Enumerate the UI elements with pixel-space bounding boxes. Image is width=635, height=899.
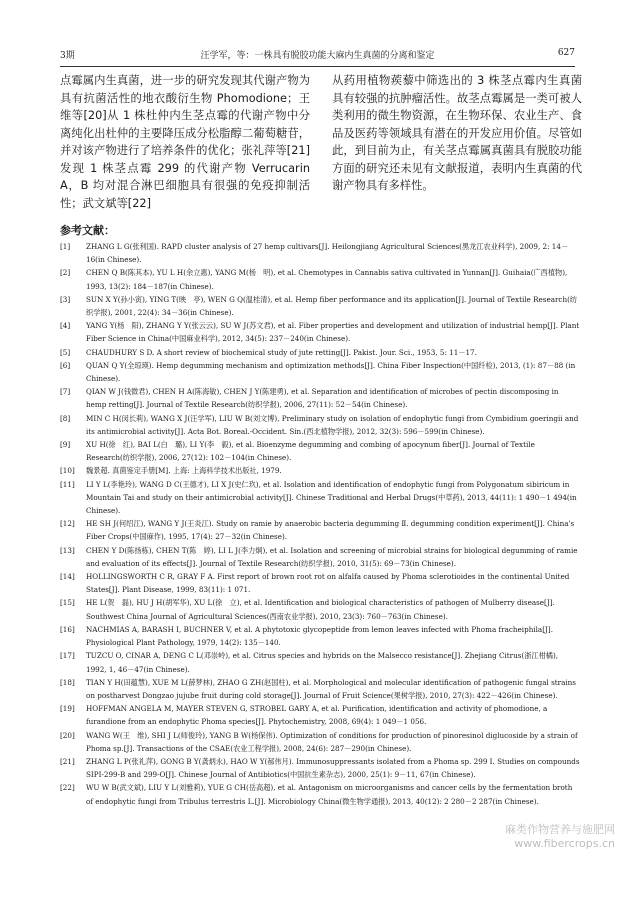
reference-item	[60, 623, 580, 649]
reference-text: 魏景超. 真菌鉴定手册[M]. 上海: 上海科学技术出版社, 1979.	[86, 466, 282, 476]
reference-item	[60, 464, 580, 477]
reference-text: NACHMIAS A, BARASH I, BUCHNER V, et al. A phytotoxic glycopeptide from lemon leaves infected with Phoma fracheiphila[J]. Physiological Plant Pathology, 1979, 14(2): 135－140.	[86, 624, 553, 648]
reference-item	[60, 596, 580, 622]
reference-item	[60, 781, 580, 807]
reference-number: [4]	[60, 321, 71, 331]
reference-number: [1]	[60, 242, 71, 251]
reference-item	[60, 438, 580, 464]
watermark-line1: 麻类作物营养与施肥网	[505, 823, 615, 836]
reference-item	[60, 478, 580, 518]
reference-number: [17]	[60, 651, 75, 661]
reference-item	[60, 385, 580, 411]
reference-number: [7]	[60, 387, 71, 397]
running-header	[60, 48, 575, 64]
reference-number: [5]	[60, 347, 71, 357]
reference-text: XU H(徐 红), BAI L(白 璐), LI Y(李 毅), et al. Bioenzyme degumming and combing of apocynum fiber[J]. Journal of Textile Research(纺织学报), 2006, 27(12): 102－104(in Chinese).	[86, 440, 535, 463]
reference-item	[60, 755, 580, 781]
reference-item	[60, 544, 580, 570]
reference-number: [22]	[60, 783, 75, 793]
watermark	[505, 823, 615, 851]
running-title: 汪学军，等：一株具有脱胶功能大麻内生真菌的分离和鉴定	[200, 51, 435, 61]
reference-text: HE L(贺 磊), HU J H(胡军华), XU L(徐 立), et al. Identification and biological characteristics of pathogen of Mulberry disease[J]. Southwest China Journal of Agricultural Sciences(西南农业学报), 2010, 23(3): 760－763(in Chinese).	[86, 598, 555, 621]
reference-text: ZHANG L G(张利国). RAPD cluster analysis of 27 hemp cultivars[J]. Heilongjiang Agricultural Sciences(黑龙江农业科学), 2009, 2: 14－16(in Chinese).	[86, 242, 569, 265]
reference-text: MIN C H(闵长莉), WANG X J(汪学军), LIU W B(刘文博), Preliminary study on isolation of endophytic fungi from Cymbidium goeringii and its antimicrobial activity[J]. Acta Bot. Boreal.-Occident. Sin.(西北植物学报), 2012, 32(3): 596－599(in Chinese).	[86, 413, 579, 436]
reference-item	[60, 359, 580, 385]
reference-number: [12]	[60, 519, 75, 529]
body-column-left: 点霉属内生真菌，进一步的研究发现其代谢产物为具有抗菌活性的地衣酸衍生物 Phomodione；王维等[20]从 1 株杜仲内生茎点霉的代谢产物中分离纯化出杜仲的主要降压成分松脂醇二葡萄糖苷，并对该产物进行了培养条件的优化；张礼萍等[21]发现 1 株茎点霉 299 的代谢产物 Verrucarin A，B 均对混合淋巴细胞具有很强的免疫抑制活性；武文斌等[22]	[60, 74, 310, 210]
reference-number: [16]	[60, 624, 75, 634]
reference-number: [21]	[60, 756, 75, 766]
page-number: 627	[557, 48, 575, 58]
reference-text: YANG Y(杨 阳), ZHANG Y Y(张云云), SU W J(苏文君), et al. Fiber properties and development and utilization of industrial hemp[J]. Plant Fiber Science in China(中国麻业科学), 2012, 34(5): 237－240(in Chinese).	[86, 321, 580, 344]
reference-number: [19]	[60, 704, 75, 714]
reference-text: LI Y L(李艳玲), WANG D C(王德才), LI X J(史仁玖), et al. Isolation and identification of endophytic fungi from Polygonatum sibiricum in Mountain Tai and study on their antimicrobial activity[J]. Chinese Traditional and Herbal Drugs(中草药), 2013, 44(11): 1 490－1 494(in Chinese).	[86, 479, 577, 516]
reference-item	[60, 649, 580, 675]
reference-number: [20]	[60, 730, 75, 740]
reference-item	[60, 319, 580, 345]
reference-number: [11]	[60, 479, 75, 489]
reference-number: [10]	[60, 466, 75, 476]
reference-text: WANG W(王 维), SHI J L(师俊玲), YANG B W(杨保伟). Optimization of conditions for production of pinoresinol diglucoside by a strain of Phoma sp.[J]. Transactions of the CSAE(农业工程学报), 2008, 24(6): 287－290(in Chinese).	[86, 730, 578, 753]
body-column-right: 从药用植物蒺藜中筛选出的 3 株茎点霉内生真菌具有较强的抗肿瘤活性。故茎点霉属是一类可被人类利用的微生物资源，在生物环保、农业生产、食品及医药等领域具有潜在的开发应用价值。尽管如此，到目前为止，有关茎点霉属真菌具有脱胶功能方面的研究还未见有文献报道，表明内生真菌的代谢产物具有多样性。	[332, 74, 582, 192]
reference-item	[60, 517, 580, 543]
reference-text: TUZCU O, CINAR A, DENG C L(邓崇岭), et al. Citrus species and hybrids on the Malsecco resistance[J]. Zhejiang Citrus(浙江柑橘), 1992, 1, 46－47(in Chinese).	[86, 651, 559, 674]
reference-number: [13]	[60, 545, 75, 555]
reference-number: [6]	[60, 360, 71, 370]
reference-text: CHAUDHURY S D. A short review of biochemical study of jute retting[J]. Pakist. Jour. Sci., 1953, 5: 11－17.	[86, 347, 477, 357]
reference-item	[60, 570, 580, 596]
reference-number: [9]	[60, 440, 71, 450]
reference-number: [14]	[60, 572, 75, 582]
reference-item	[60, 266, 580, 292]
header-rule	[60, 66, 575, 67]
references-list	[60, 240, 580, 808]
reference-item	[60, 293, 580, 319]
reference-text: QUAN Q Y(全琼瑛). Hemp degumming mechanism and optimization methods[J]. China Fiber Inspection(中国纤检), 2013, (1): 87－88 (in Chinese).	[86, 360, 576, 384]
reference-item	[60, 702, 580, 728]
watermark-line2: www.fibercrops.cn	[514, 837, 615, 850]
reference-text: WU W B(武文斌), LIU Y L(刘雅莉), YUE G CH(岳高超), et al. Antagonism on microorganisms and cancer cells by the fermentation broth of endophytic fungi from Tribulus terrestris L.[J]. Microbiology China(微生物学通报), 2013, 40(12): 2 280－2 287(in Chinese).	[86, 783, 573, 806]
reference-text: CHEN Q B(陈其本), YU L H(余立惠), YANG M(杨 明), et al. Chemotypes in Cannabis sativa cultivated in Yunnan[J]. Guihaia(广西植物), 1993, 13(2): 184－187(in Chinese).	[86, 268, 568, 291]
reference-text: QIAN W J(钱微君), CHEN H A(陈海敏), CHEN J Y(陈建勇), et al. Separation and identification of microbes of pectin discomposing in hemp retting[J]. Journal of Textile Research(纺织学报), 2006, 27(11): 52－54(in Chinese).	[86, 387, 559, 410]
reference-item	[60, 676, 580, 702]
reference-number: [18]	[60, 677, 75, 687]
reference-item	[60, 240, 580, 266]
reference-text: HOFFMAN ANGELA M, MAYER STEVEN G, STROBEL GARY A, et al. Purification, identification and activity of phomodione, a furandione from an endophytic Phoma species[J]. Phytochemistry, 2008, 69(4): 1 049－1 056.	[86, 704, 548, 727]
issue-number: 3期	[60, 51, 75, 61]
reference-text: CHEN Y D(陈扬栋), CHEN T(陈 婷), LI L J(李力炯), et al. Isolation and screening of microbial strains for biological degumming of ramie and evaluation of its effects[J]. Journal of Textile Research(纺织学报), 2010, 31(5): 69－73(in Chinese).	[86, 545, 578, 568]
reference-number: [3]	[60, 294, 71, 304]
reference-number: [15]	[60, 598, 75, 608]
reference-text: ZHANG L P(张礼萍), GONG B Y(龚炳永), HAO W Y(郝伟月). Immunosuppressants isolated from a Phoma sp. 299 Ⅰ. Studies on compounds SIPI-299-B and 299-O[J]. Chinese Journal of Antibiotics(中国抗生素杂志), 2000, 25(1): 9－11, 67(in Chinese).	[86, 756, 580, 780]
reference-number: [8]	[60, 413, 71, 423]
reference-text: HE SH J(何绍江), WANG Y J(王炎江). Study on ramie by anaerobic bacteria degumming Ⅱ. degumming condition experiment[J]. China's Fiber Crops(中国麻作), 1995, 17(4): 27－32(in Chinese).	[86, 519, 575, 542]
reference-number: [2]	[60, 268, 71, 278]
reference-text: SUN X Y(孙小寅), YING T(映 亭), WEN G Q(温桂清), et al. Hemp fiber performance and its application[J]. Journal of Textile Research(纺织学报), 2001, 22(4): 34－36(in Chinese).	[86, 294, 578, 318]
reference-text: HOLLINGSWORTH C R, GRAY F A. First report of brown root rot on alfalfa caused by Phoma sclerotioides in the continental United States[J]. Plant Disease, 1999, 83(11): 1 071.	[86, 572, 570, 595]
reference-item	[60, 412, 580, 438]
reference-text: TIAN Y H(田蕴慧), XUE M L(薛梦林), ZHAO G ZH(赵国柱), et al. Morphological and molecular identification of pathogenic fungal strains on postharvest Dongzao jujube fruit during cold storage[J]. Journal of Fruit Science(果树学报), 2010, 27(3): 422－426(in Chinese).	[86, 677, 576, 700]
reference-item	[60, 729, 580, 755]
reference-item	[60, 346, 580, 359]
references-heading: 参考文献：	[60, 224, 115, 237]
